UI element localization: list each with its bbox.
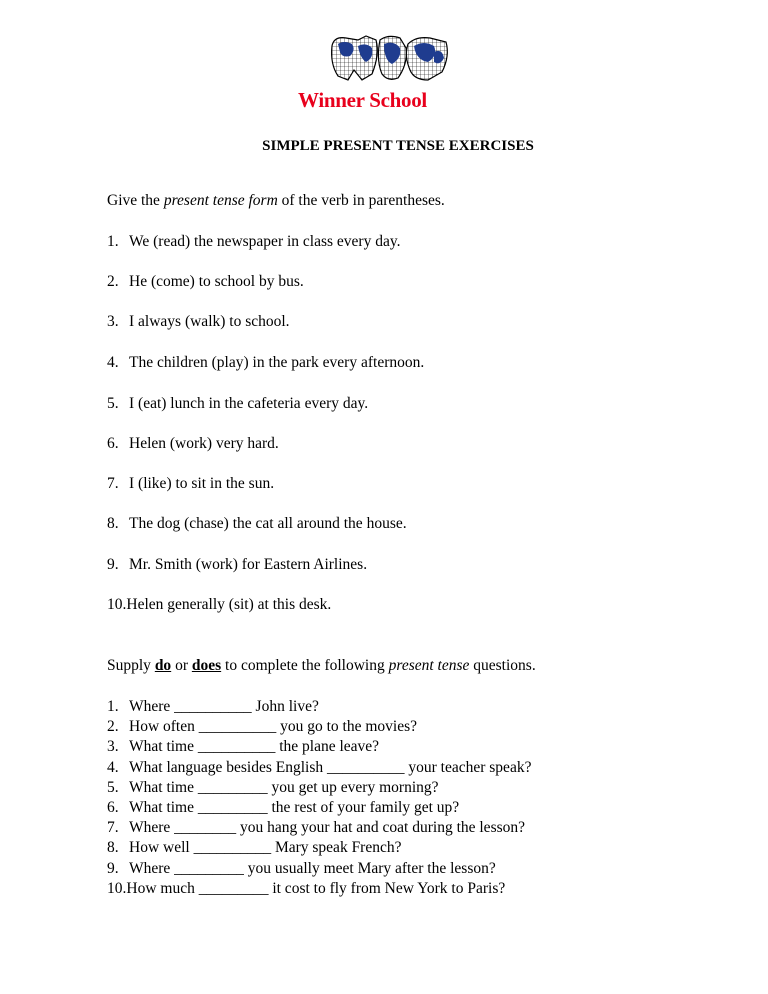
list-item bbox=[107, 698, 319, 716]
item-number: 8. bbox=[107, 515, 119, 532]
item-number: 3. bbox=[107, 313, 119, 330]
item-text: Where ________ you hang your hat and coat during the lesson? bbox=[129, 819, 526, 836]
item-text: Where __________ John live? bbox=[129, 698, 319, 715]
instruction-text: Give the bbox=[107, 192, 164, 209]
item-text: The dog (chase) the cat all around the house. bbox=[129, 515, 407, 532]
item-number: 4. bbox=[107, 759, 119, 776]
item-text: I (like) to sit in the sun. bbox=[129, 475, 275, 492]
item-text: How often __________ you go to the movies? bbox=[129, 718, 418, 735]
item-text: The children (play) in the park every afternoon. bbox=[129, 354, 425, 371]
list-item bbox=[107, 435, 279, 453]
globe-logo-icon bbox=[328, 34, 452, 84]
item-number: 6. bbox=[107, 799, 119, 816]
page-title: SIMPLE PRESENT TENSE EXERCISES bbox=[262, 138, 534, 154]
item-number: 2. bbox=[107, 718, 119, 735]
instruction-emphasis: present tense bbox=[388, 657, 470, 674]
list-item bbox=[107, 779, 439, 797]
item-text: Where _________ you usually meet Mary after the lesson? bbox=[129, 860, 496, 877]
list-item bbox=[107, 395, 368, 413]
list-item bbox=[107, 233, 400, 251]
item-number: 4. bbox=[107, 354, 119, 371]
item-number: 8. bbox=[107, 839, 119, 856]
instruction-text: Supply bbox=[107, 657, 155, 674]
instruction-text: to complete the following bbox=[221, 657, 389, 674]
section1-instruction bbox=[107, 192, 445, 210]
item-number: 10. bbox=[107, 596, 127, 613]
list-item bbox=[107, 354, 424, 372]
list-item bbox=[107, 556, 367, 574]
item-text: How much _________ it cost to fly from New York to Paris? bbox=[126, 880, 506, 897]
item-text: I always (walk) to school. bbox=[129, 313, 290, 330]
item-number: 1. bbox=[107, 698, 119, 715]
section2-instruction bbox=[107, 657, 536, 675]
instruction-text: of the verb in parentheses. bbox=[277, 192, 445, 209]
item-text: Helen generally (sit) at this desk. bbox=[126, 596, 332, 613]
list-item bbox=[107, 819, 525, 837]
list-item bbox=[107, 475, 274, 493]
item-text: He (come) to school by bus. bbox=[129, 273, 304, 290]
instruction-text: questions. bbox=[469, 657, 536, 674]
list-item bbox=[107, 718, 417, 736]
list-item bbox=[107, 596, 331, 614]
list-item bbox=[107, 515, 407, 533]
item-number: 10. bbox=[107, 880, 127, 897]
list-item bbox=[107, 880, 505, 898]
list-item bbox=[107, 799, 459, 817]
item-text: What language besides English __________ your teacher speak? bbox=[129, 759, 532, 776]
item-number: 3. bbox=[107, 738, 119, 755]
item-text: What time _________ the rest of your family get up? bbox=[129, 799, 460, 816]
school-name: Winner School bbox=[298, 88, 427, 112]
list-item bbox=[107, 839, 401, 857]
list-item bbox=[107, 759, 531, 777]
item-text: Helen (work) very hard. bbox=[129, 435, 279, 452]
instruction-text: or bbox=[171, 657, 192, 674]
do-word: do bbox=[154, 657, 172, 674]
item-number: 7. bbox=[107, 475, 119, 492]
instruction-emphasis: present tense form bbox=[163, 192, 278, 209]
item-text: I (eat) lunch in the cafeteria every day. bbox=[129, 395, 369, 412]
list-item bbox=[107, 273, 304, 291]
list-item bbox=[107, 860, 496, 878]
item-text: We (read) the newspaper in class every day. bbox=[129, 233, 401, 250]
list-item bbox=[107, 313, 290, 331]
item-text: Mr. Smith (work) for Eastern Airlines. bbox=[129, 556, 368, 573]
item-text: How well __________ Mary speak French? bbox=[129, 839, 402, 856]
item-text: What time __________ the plane leave? bbox=[129, 738, 380, 755]
item-number: 1. bbox=[107, 233, 119, 250]
does-word: does bbox=[191, 657, 222, 674]
item-number: 7. bbox=[107, 819, 119, 836]
item-text: What time _________ you get up every morning? bbox=[129, 779, 439, 796]
item-number: 5. bbox=[107, 779, 119, 796]
item-number: 9. bbox=[107, 860, 119, 877]
item-number: 9. bbox=[107, 556, 119, 573]
item-number: 2. bbox=[107, 273, 119, 290]
item-number: 5. bbox=[107, 395, 119, 412]
item-number: 6. bbox=[107, 435, 119, 452]
list-item bbox=[107, 738, 379, 756]
